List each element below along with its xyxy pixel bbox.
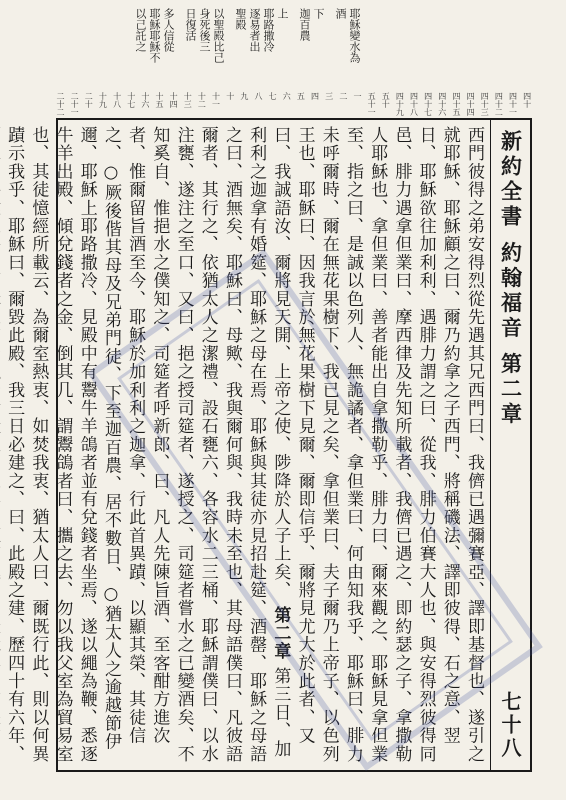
- verse-number: 四十七: [423, 92, 433, 116]
- headnote-line: 多人信從: [162, 8, 175, 52]
- headnote-temple-cleansing: [234, 8, 288, 86]
- headnote-line: 逐易者出: [248, 8, 261, 52]
- verse-number: 四十九: [395, 92, 405, 116]
- headnote-line: 上: [276, 8, 289, 19]
- verse-number: 四: [310, 92, 320, 100]
- headnote-line: 下: [312, 8, 325, 19]
- verse-number: 八: [253, 92, 263, 100]
- verse-number: 四十五: [451, 92, 461, 116]
- headnote-line: 身死後三: [198, 8, 211, 52]
- verse-number: 十四: [169, 92, 179, 108]
- verse-number: 四十: [522, 92, 532, 108]
- text-frame: [4, 118, 532, 772]
- headnote-line: 以聖殿比己: [212, 8, 225, 63]
- verse-number: 二十一: [70, 92, 80, 116]
- verse-number: 五十一: [367, 92, 377, 116]
- headnotes: [60, 8, 360, 86]
- verse-number: 十八: [112, 92, 122, 108]
- verse-number: 二十: [84, 92, 94, 108]
- verse-number: 十五: [154, 92, 164, 108]
- verse-number: 十二: [197, 92, 207, 108]
- headnote-many-believe: [134, 8, 174, 86]
- verse-number-ruler: [56, 92, 532, 119]
- verse-number: 十六: [140, 92, 150, 108]
- verse-number: 十一: [211, 92, 221, 108]
- verse-number: 四十八: [409, 92, 419, 116]
- headnote-line: 耶穌耶穌不: [148, 8, 161, 63]
- verse-number: 十九: [98, 92, 108, 108]
- headnote-line: 以己託之: [134, 8, 147, 52]
- verse-number: 二十二: [56, 92, 65, 116]
- book-chapter-title: 新約全書 約翰福音 第二章: [498, 130, 524, 428]
- verse-number: 二: [338, 92, 348, 100]
- chapter-one-passage: 西門彼得之弟安得烈從先遇其兄西門曰、我儕已遇彌賽亞、譯即基督也、遂引之就耶穌、耶穌顧之曰、爾乃約拿之子西門、將稱磯法、譯即彼得、石之意、翌日、耶穌欲往加利利、遇腓力謂之曰、從我、腓力伯賽大人也、與安得烈彼得同邑、腓力遇拿但業曰、摩西律及先知所載者、我儕已遇之、即約瑟之子、拿撒勒人耶穌也、拿但業曰、善者能出自拿撒勒乎、腓力曰、爾來觀之、耶穌見拿但業至、指之曰、是誠以色列人、無詭譎者、拿但業曰、何由知我乎、耶穌曰、腓力未呼爾時、爾在無花果樹下、我已見之矣、拿但業曰、夫子爾乃上帝子、以色列王也、耶穌曰、因我言於無花果樹下見爾、爾即信乎、爾將見尤大於此者、又曰、我誠語汝、爾將見天開、上帝之使、陟降於人子上矣、: [270, 126, 484, 763]
- verse-number: 四十一: [508, 92, 518, 116]
- headnote-water-to-wine: [334, 8, 360, 86]
- verse-number: 十: [225, 92, 235, 100]
- page-number: 七十八: [498, 691, 522, 760]
- verse-number: 四十二: [494, 92, 504, 116]
- headnote-line: 耶路撒冷: [262, 8, 275, 52]
- headnote-line: 耶穌變水為: [348, 8, 361, 63]
- headnote-capernaum: [298, 8, 324, 86]
- verse-number: 一: [352, 92, 362, 100]
- verse-number: 四十六: [437, 92, 447, 116]
- headnote-line: 迦百農: [298, 8, 311, 41]
- headnote-temple-body: [184, 8, 224, 86]
- chapter-two-passage: 第三日、加利利之迦拿有婚筵、耶穌之母在焉、耶穌與其徒亦見招赴筵、酒罄、耶穌之母語之曰、酒無矣、耶穌曰、母歟、我與爾何與、我時未至也、其母語僕曰、凡彼語爾者、其行之、依猶太人之潔禮、設石甕六、各容水二三桶、耶穌謂僕曰、以水注甕、遂注之至口、又曰、挹之授司筵者、遂授之、司筵者嘗水之已變酒矣、不知奚自、惟挹水之僕知之、司筵者呼新郎、曰、凡人先陳旨酒、至客酣方進次者、惟爾留旨酒至今、耶穌於加利利之迦拿、行此首異蹟、以顯其榮、其徒信之、○厥後偕其母及兄弟門徒、下至迦百農、居不數日、○猶太人之逾越節伊邇、耶穌上耶路撒冷、見殿中有鬻牛羊鴿者並有兌錢者坐焉、遂以繩為鞭、悉逐牛羊出殿、傾兌錢者之金、倒其几、謂鬻鴿者曰、攜之去、勿以我父室為貿易室也、其徒憶經所載云、為爾室熱衷、如焚我衷、猶太人曰、爾既行此、則以何異蹟示我乎、耶穌曰、爾毀此殿、我三日必建之、曰、此殿之建、歷四十有六年、: [4, 126, 291, 763]
- verse-number: 十七: [126, 92, 136, 108]
- verse-number: 九: [239, 92, 249, 100]
- verse-number: 五十: [381, 92, 391, 108]
- main-text: [4, 126, 486, 766]
- verse-number: 五: [296, 92, 306, 100]
- verse-number: 七: [268, 92, 278, 100]
- chapter-heading: 第二章: [270, 605, 291, 661]
- running-header: [490, 120, 530, 770]
- verse-number: 十三: [183, 92, 193, 108]
- headnote-line: 酒: [334, 8, 347, 19]
- verse-number: 六: [282, 92, 292, 100]
- verse-number: 三: [324, 92, 334, 100]
- headnote-line: 日復活: [184, 8, 197, 41]
- verse-number: 四十三: [480, 92, 490, 116]
- verse-number: 四十四: [466, 92, 476, 116]
- headnote-line: 聖殿: [234, 8, 247, 30]
